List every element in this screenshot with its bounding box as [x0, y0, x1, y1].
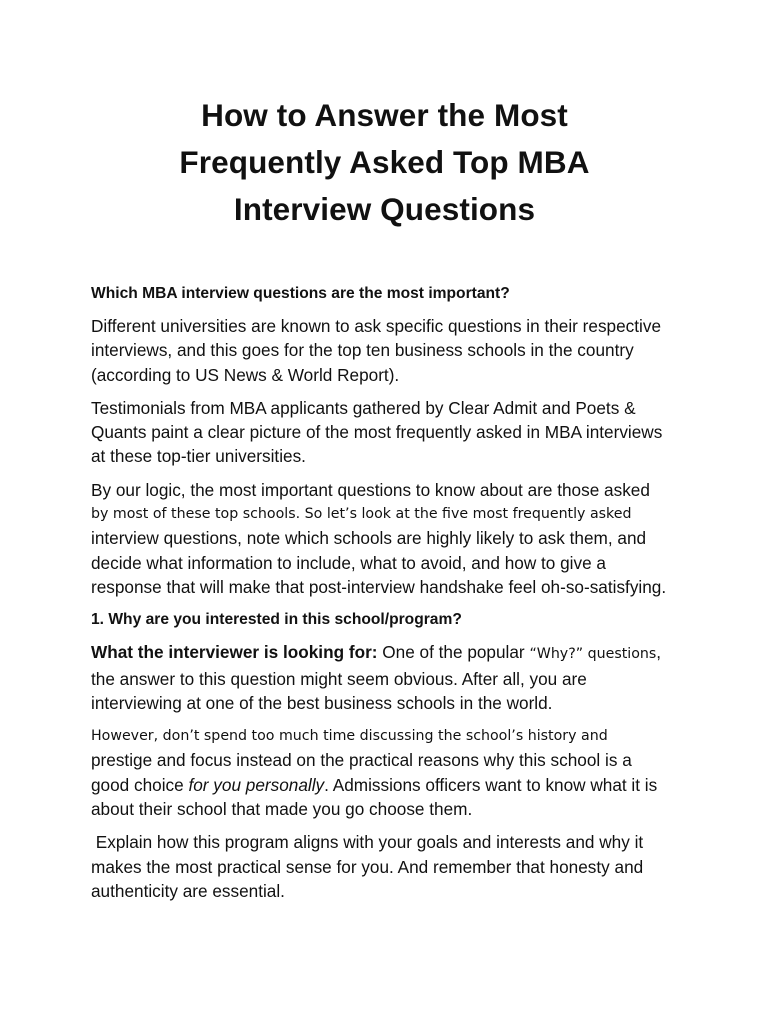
paragraph-line: interviewing at one of the best business schools in the world.	[91, 692, 553, 713]
paragraph-testimonials	[91, 396, 678, 469]
paragraph-line: about their school that made you go choose them.	[91, 799, 473, 820]
document-title	[91, 92, 678, 233]
paragraph-interviewer-looking-for	[91, 640, 678, 715]
paragraph-line	[91, 640, 678, 666]
paragraph-logic	[91, 478, 678, 599]
emphasis-text: for you personally	[188, 774, 325, 795]
paragraph-explain	[91, 830, 678, 903]
paragraph-line: at these top-tier universities.	[91, 446, 306, 467]
lead-question-heading: Which MBA interview questions are the most important?	[91, 285, 510, 302]
inline-text: ,	[656, 642, 662, 663]
title-line-1: How to Answer the Most	[201, 97, 568, 133]
title-line-2: Frequently Asked Top MBA	[179, 144, 590, 180]
paragraph-line: authenticity are essential.	[91, 880, 285, 901]
inline-text: One of the popular	[377, 642, 530, 663]
paragraph-however	[91, 724, 678, 821]
paragraph-line: decide what information to include, what to avoid, and how to give a	[91, 552, 606, 573]
interviewer-label: What the interviewer is looking for:	[91, 642, 378, 663]
why-questions-phrase: “Why?” questions	[529, 646, 657, 663]
inline-text: good choice	[91, 774, 189, 795]
paragraph-line: prestige and focus instead on the practical reasons why this school is a	[91, 750, 632, 771]
paragraph-line: by most of these top schools. So let’s look at the five most frequently asked	[91, 506, 632, 523]
paragraph-line	[91, 773, 678, 797]
paragraph-line: interview questions, note which schools are highly likely to ask them, and	[91, 528, 647, 549]
inline-text: . Admissions officers want to know what it is	[324, 774, 658, 795]
paragraph-line: Explain how this program aligns with your goals and interests and why it	[91, 832, 644, 853]
paragraph-line: response that will make that post-interview handshake feel oh-so-satisfying.	[91, 576, 667, 597]
paragraph-universities	[91, 314, 678, 387]
paragraph-line: interviews, and this goes for the top ten business schools in the country	[91, 340, 634, 361]
title-line-3: Interview Questions	[233, 191, 536, 227]
paragraph-line: makes the most practical sense for you. And remember that honesty and	[91, 856, 644, 877]
paragraph-line: Testimonials from MBA applicants gathered by Clear Admit and Poets &	[91, 397, 636, 418]
paragraph-line: Quants paint a clear picture of the most frequently asked in MBA interviews	[91, 422, 663, 443]
paragraph-line: Different universities are known to ask specific questions in their respective	[91, 316, 662, 336]
question-1-heading: 1. Why are you interested in this school/program?	[91, 611, 462, 629]
paragraph-line: By our logic, the most important questions to know about are those asked	[91, 479, 650, 500]
paragraph-line: the answer to this question might seem obvious. After all, you are	[91, 668, 587, 689]
paragraph-line: However, don’t spend too much time discussing the school’s history and	[91, 728, 608, 745]
paragraph-line: (according to US News & World Report).	[91, 364, 400, 385]
